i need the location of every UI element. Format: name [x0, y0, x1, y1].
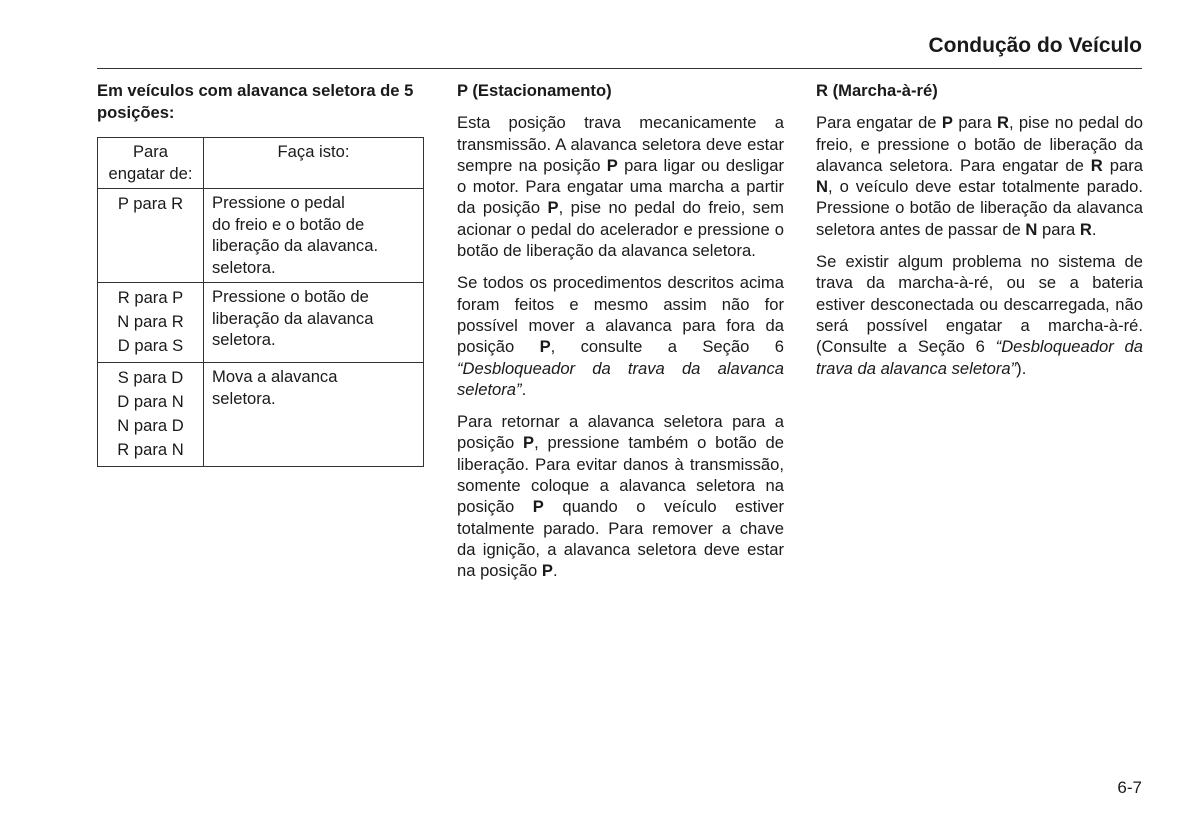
heading-reverse: R (Marcha-à-ré) [816, 81, 938, 100]
from-line: D para N [117, 392, 184, 411]
from-line: S para D [117, 368, 184, 387]
from-line: R para P [117, 288, 184, 307]
table-cell-from [98, 283, 204, 363]
paragraph: Para retornar a alavanca seletora para a posição P, pressione também o botão de liberação. Para evitar danos à transmissão, somente coloque a alavanca seletora na posição P quando o veículo estiver totalmente parado. Para remover a chave da ignição, a alavanca seletora deve estar na posição P. [457, 412, 784, 581]
paragraph: Esta posição trava mecanicamente a transmissão. A alavanca seletora deve estar sempre na posição P para ligar ou desligar o motor. Para engatar uma marcha a partir da posição P, pise no pedal do freio, sem acionar o pedal do acelerador e pressione o botão de liberação da alavanca seletora. [457, 113, 785, 261]
table-row [98, 283, 424, 363]
action-line: Pressione o pedal [212, 193, 345, 212]
action-line: liberação da alavanca. [212, 236, 379, 255]
from-line: P para R [117, 194, 184, 213]
paragraph: Se existir algum problema no sistema de trava da marcha-à-ré, ou se a bateria estiver desconectada ou descarregada, não será possível engatar a marcha-à-ré. (Consulte a Seção 6 “Desbloqueador da trava da alavanca seletora”). [816, 252, 1143, 378]
table-cell-action [204, 283, 424, 363]
cross-reference: “Desbloqueador da trava da alavanca seletora” [457, 358, 784, 399]
table-header-row [98, 138, 424, 189]
page-number: 6-7 [1117, 778, 1142, 797]
table-cell-from [98, 189, 204, 283]
action-line: Mova a alavanca [212, 367, 338, 386]
action-line: do freio e o botão de [212, 214, 365, 234]
table-row [98, 363, 424, 467]
gear-shift-table [97, 137, 424, 467]
table-cell-action [204, 363, 424, 467]
heading-park: P (Estacionamento) [457, 81, 612, 100]
cross-reference: “Desbloqueador da trava da alavanca seletora” [816, 337, 1143, 378]
table-intro: Em veículos com alavanca seletora de 5 posições: [97, 81, 414, 122]
from-line: N para D [117, 416, 184, 435]
from-line: R para N [117, 440, 184, 459]
column-right [816, 80, 1143, 390]
column-header-action: Faça isto: [204, 138, 424, 189]
action-line: seletora. [212, 330, 276, 349]
paragraph: Se todos os procedimentos descritos acima foram feitos e mesmo assim não for possível mover a alavanca para fora da posição P, consulte a Seção 6 “Desbloqueador da trava da alavanca seletora”. [457, 273, 784, 399]
from-line: N para R [117, 312, 184, 331]
action-line: liberação da alavanca [212, 308, 374, 328]
table-row [98, 189, 424, 283]
action-line: seletora. [212, 388, 276, 408]
column-middle [457, 80, 784, 593]
section-title: Condução do Veículo [928, 34, 1142, 57]
action-line: seletora. [212, 257, 276, 277]
table-cell-action [204, 189, 424, 283]
header-rule [97, 68, 1142, 69]
column-left [97, 80, 427, 467]
paragraph: Para engatar de P para R, pise no pedal do freio, e pressione o botão de liberação da alavanca seletora. Para engatar de R para N, o veículo deve estar totalmente parado. Pressione o botão de liberação da alavanca seletora antes de passar de N para R. [816, 113, 1143, 239]
action-line: Pressione o botão de [212, 287, 369, 306]
column-header-from: Para engatar de: [98, 138, 204, 189]
table-cell-from [98, 363, 204, 467]
from-line: D para S [117, 336, 184, 355]
